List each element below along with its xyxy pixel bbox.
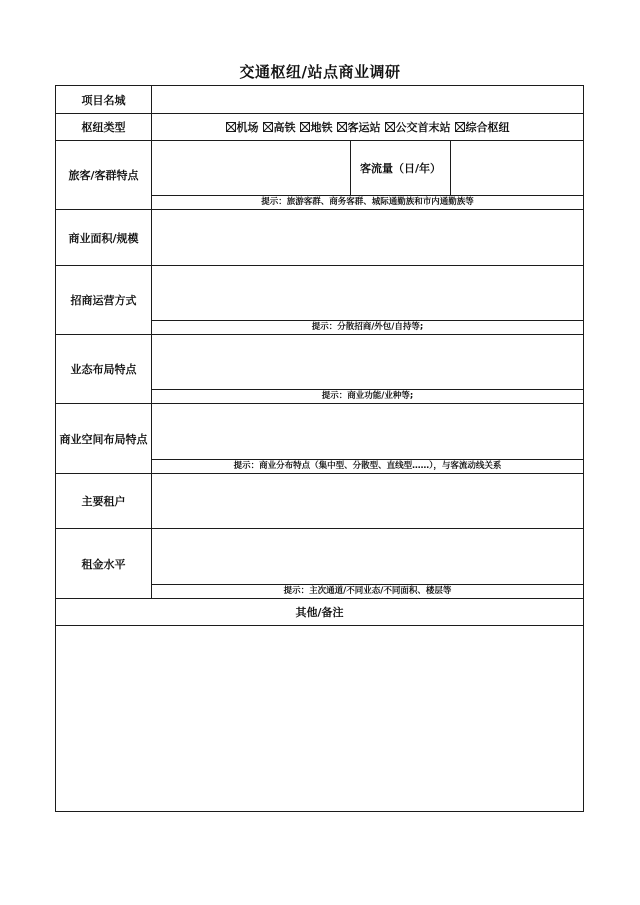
commercial-area-label: 商业面积/规模 (55, 209, 152, 266)
notes-field[interactable] (55, 625, 584, 812)
option-label: 客运站 (347, 121, 381, 134)
main-tenants-field[interactable] (151, 473, 584, 529)
hub-type-options (151, 113, 584, 141)
commercial-space-field[interactable] (151, 403, 584, 460)
checkbox-x-icon[interactable] (385, 122, 395, 132)
business-format-field[interactable] (151, 334, 584, 390)
commercial-space-hint: 提示：商业分布特点（集中型、分散型、直线型……），与客流动线关系 (151, 459, 584, 474)
leasing-operation-field[interactable] (151, 265, 584, 321)
passenger-flow-label: 客流量（日/年） (350, 140, 451, 196)
leasing-operation-label: 招商运营方式 (55, 265, 152, 335)
checkbox-x-icon[interactable] (263, 122, 273, 132)
notes-header: 其他/备注 (55, 598, 584, 626)
option-label: 地铁 (310, 121, 333, 134)
option-label: 公交首末站 (395, 121, 451, 134)
project-name-field[interactable] (151, 85, 584, 114)
rent-level-field[interactable] (151, 528, 584, 585)
page-title: 交通枢纽/站点商业调研 (239, 63, 401, 81)
passenger-profile-label: 旅客/客群特点 (55, 140, 152, 210)
hub-type-label: 枢纽类型 (55, 113, 152, 141)
business-format-label: 业态布局特点 (55, 334, 152, 404)
hub-type-option-airport[interactable] (226, 119, 259, 135)
option-label: 机场 (236, 121, 259, 134)
passenger-flow-field[interactable] (450, 140, 584, 196)
passenger-profile-hint: 提示：旅游客群、商务客群、城际通勤族和市内通勤族等 (151, 195, 584, 210)
option-label: 高铁 (273, 121, 296, 134)
checkbox-x-icon[interactable] (455, 122, 465, 132)
project-name-label: 项目名城 (55, 85, 152, 114)
hub-type-option-bus-terminal[interactable] (385, 119, 451, 135)
hub-type-option-metro[interactable] (300, 119, 333, 135)
rent-level-label: 租金水平 (55, 528, 152, 599)
business-format-hint: 提示：商业功能/业种等; (151, 389, 584, 404)
option-label: 综合枢纽 (465, 121, 510, 134)
checkbox-x-icon[interactable] (300, 122, 310, 132)
commercial-space-label: 商业空间布局特点 (55, 403, 152, 474)
commercial-area-field[interactable] (151, 209, 584, 266)
hub-type-option-integrated-hub[interactable] (455, 119, 510, 135)
checkbox-x-icon[interactable] (226, 122, 236, 132)
leasing-operation-hint: 提示：分散招商/外包/自持等; (151, 320, 584, 335)
hub-type-option-list (224, 119, 512, 135)
main-tenants-label: 主要租户 (55, 473, 152, 529)
hub-type-option-coach-station[interactable] (337, 119, 381, 135)
hub-type-option-high-speed-rail[interactable] (263, 119, 296, 135)
rent-level-hint: 提示：主次通道/不同业态/不同面积、楼层等 (151, 584, 584, 599)
checkbox-x-icon[interactable] (337, 122, 347, 132)
passenger-profile-field[interactable] (151, 140, 351, 196)
